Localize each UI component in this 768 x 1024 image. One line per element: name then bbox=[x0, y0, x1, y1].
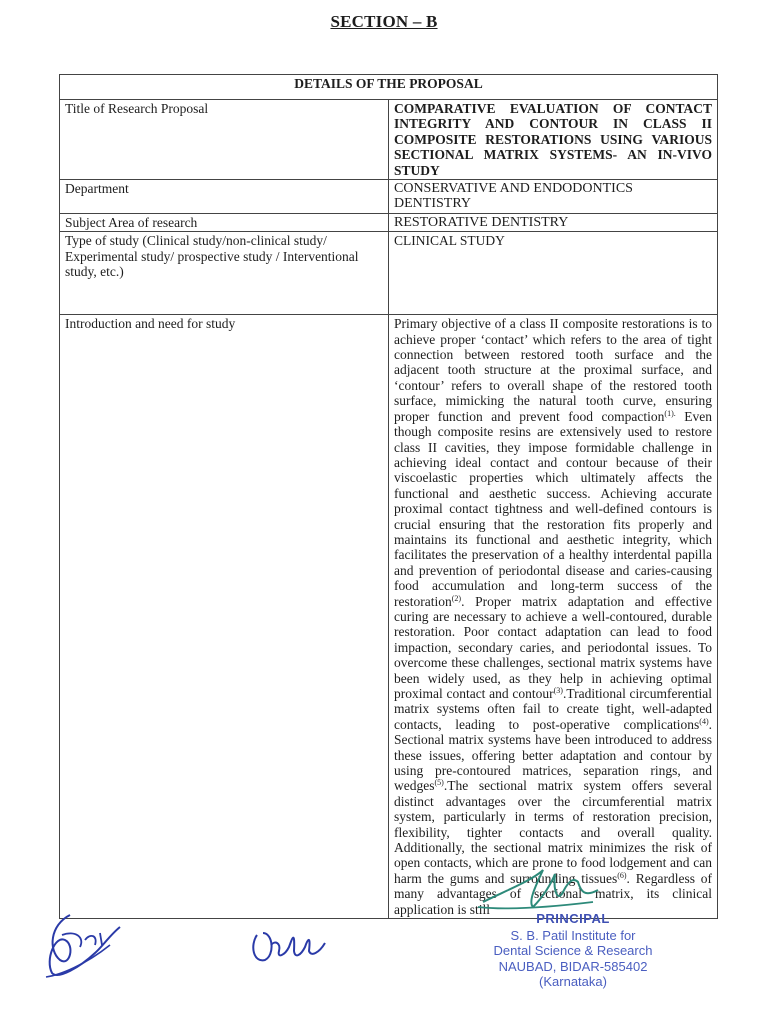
signature-middle bbox=[245, 915, 335, 975]
introduction-text bbox=[389, 315, 718, 919]
row-label-department: Department bbox=[60, 180, 389, 214]
intro-text-segment: . Regardless of many advantages of sectional matrix, its clinical application is still bbox=[394, 870, 712, 917]
department-value: CONSERVATIVE AND ENDODONTICS DENTISTRY bbox=[389, 180, 718, 214]
principal-signature bbox=[473, 862, 603, 917]
signature-left bbox=[40, 905, 130, 985]
principal-stamp bbox=[458, 862, 688, 1002]
row-label-type-of-study: Type of study (Clinical study/non-clinical study/ Experimental study/ prospective study / Interventional study, etc.) bbox=[60, 232, 389, 315]
reference-marker: (5) bbox=[434, 778, 444, 788]
intro-text-segment: .Traditional circumferential matrix systems often fail to create tight, well-adapted contacts, leading to post-operative complications bbox=[394, 686, 712, 732]
intro-text-segment: . Sectional matrix systems have been introduced to address these issues, offering better adaptation and contour by using pre-contoured matrices, separation rings, and wedges bbox=[394, 716, 712, 794]
reference-marker: (6) bbox=[617, 870, 627, 880]
research-title-value: COMPARATIVE EVALUATION OF CONTACT INTEGRITY AND CONTOUR IN CLASS II COMPOSITE RESTORATIONS USING VARIOUS SECTIONAL MATRIX SYSTEMS- AN IN-VIVO STUDY bbox=[389, 100, 718, 180]
table-row bbox=[60, 232, 718, 315]
reference-marker: (3) bbox=[553, 686, 563, 695]
table-caption: DETAILS OF THE PROPOSAL bbox=[60, 75, 718, 100]
table-caption-row bbox=[60, 75, 718, 100]
row-label-subject-area: Subject Area of research bbox=[60, 213, 389, 231]
stamp-line: NAUBAD, BIDAR-585402 bbox=[498, 959, 648, 974]
reference-marker: (4) bbox=[699, 716, 709, 726]
stamp-line: Dental Science & Research bbox=[493, 943, 653, 958]
table-row bbox=[60, 315, 718, 919]
table-row bbox=[60, 213, 718, 231]
subject-area-value: RESTORATIVE DENTISTRY bbox=[389, 213, 718, 231]
intro-text-segment: Even though composite resins are extensively used to restore class II cavities, they impose formidable challenge in achieving ideal contact and contour because of their viscoelastic properties which ultimately affects the functional and aesthetic success. Achieving accurate proximal contact tightness and well-defined contours is crucial ensuring that the restoration fits properly and maintains its functional and aesthetic integrity, which facilitates the preservation of a healthy interdental papilla and prevention of periodontal disease and caries-causing food accumulation and long-term success of the restoration bbox=[394, 408, 712, 609]
reference-marker: (1). bbox=[664, 408, 676, 418]
reference-marker: (2) bbox=[451, 593, 462, 603]
stamp-title: PRINCIPAL bbox=[536, 911, 610, 926]
intro-text-segment: . Proper matrix adaptation and effective curing are necessary to achieve a well-contoured, durable restoration. Poor contact adaptation can lead to food impaction, secondary caries, and periodontal issues. To overcome these challenges, sectional matrix systems have been widely used, as they help in achieving optimal proximal contact and contour bbox=[394, 593, 712, 701]
intro-text-segment: .The sectional matrix system offers several distinct advantages over the circumferential matrix system, particularly in terms of restoration precision, flexibility, tighter contacts and overall quality. Additionally, the sectional matrix minimizes the risk of open contacts, which are prone to food lodgement and can harm the gums and surrounding tissues bbox=[394, 778, 712, 886]
stamp-line: (Karnataka) bbox=[539, 974, 607, 989]
proposal-details-table bbox=[59, 74, 718, 919]
row-label-introduction: Introduction and need for study bbox=[60, 315, 389, 919]
table-row bbox=[60, 180, 718, 214]
section-heading: SECTION – B bbox=[330, 12, 438, 31]
type-of-study-value: CLINICAL STUDY bbox=[389, 232, 718, 315]
intro-text-segment: Primary objective of a class II composite restorations is to achieve proper ‘contact’ which refers to the area of tight connection between restored tooth surface and the adjacent tooth structure at the proximal surface, and ‘contour’ refers to overall shape of the restored tooth surface, mimicking the natural tooth curve, ensuring proper function and prevent food compaction bbox=[394, 316, 712, 424]
table-row bbox=[60, 100, 718, 180]
row-label-title: Title of Research Proposal bbox=[60, 100, 389, 180]
stamp-line: S. B. Patil Institute for bbox=[510, 928, 636, 943]
